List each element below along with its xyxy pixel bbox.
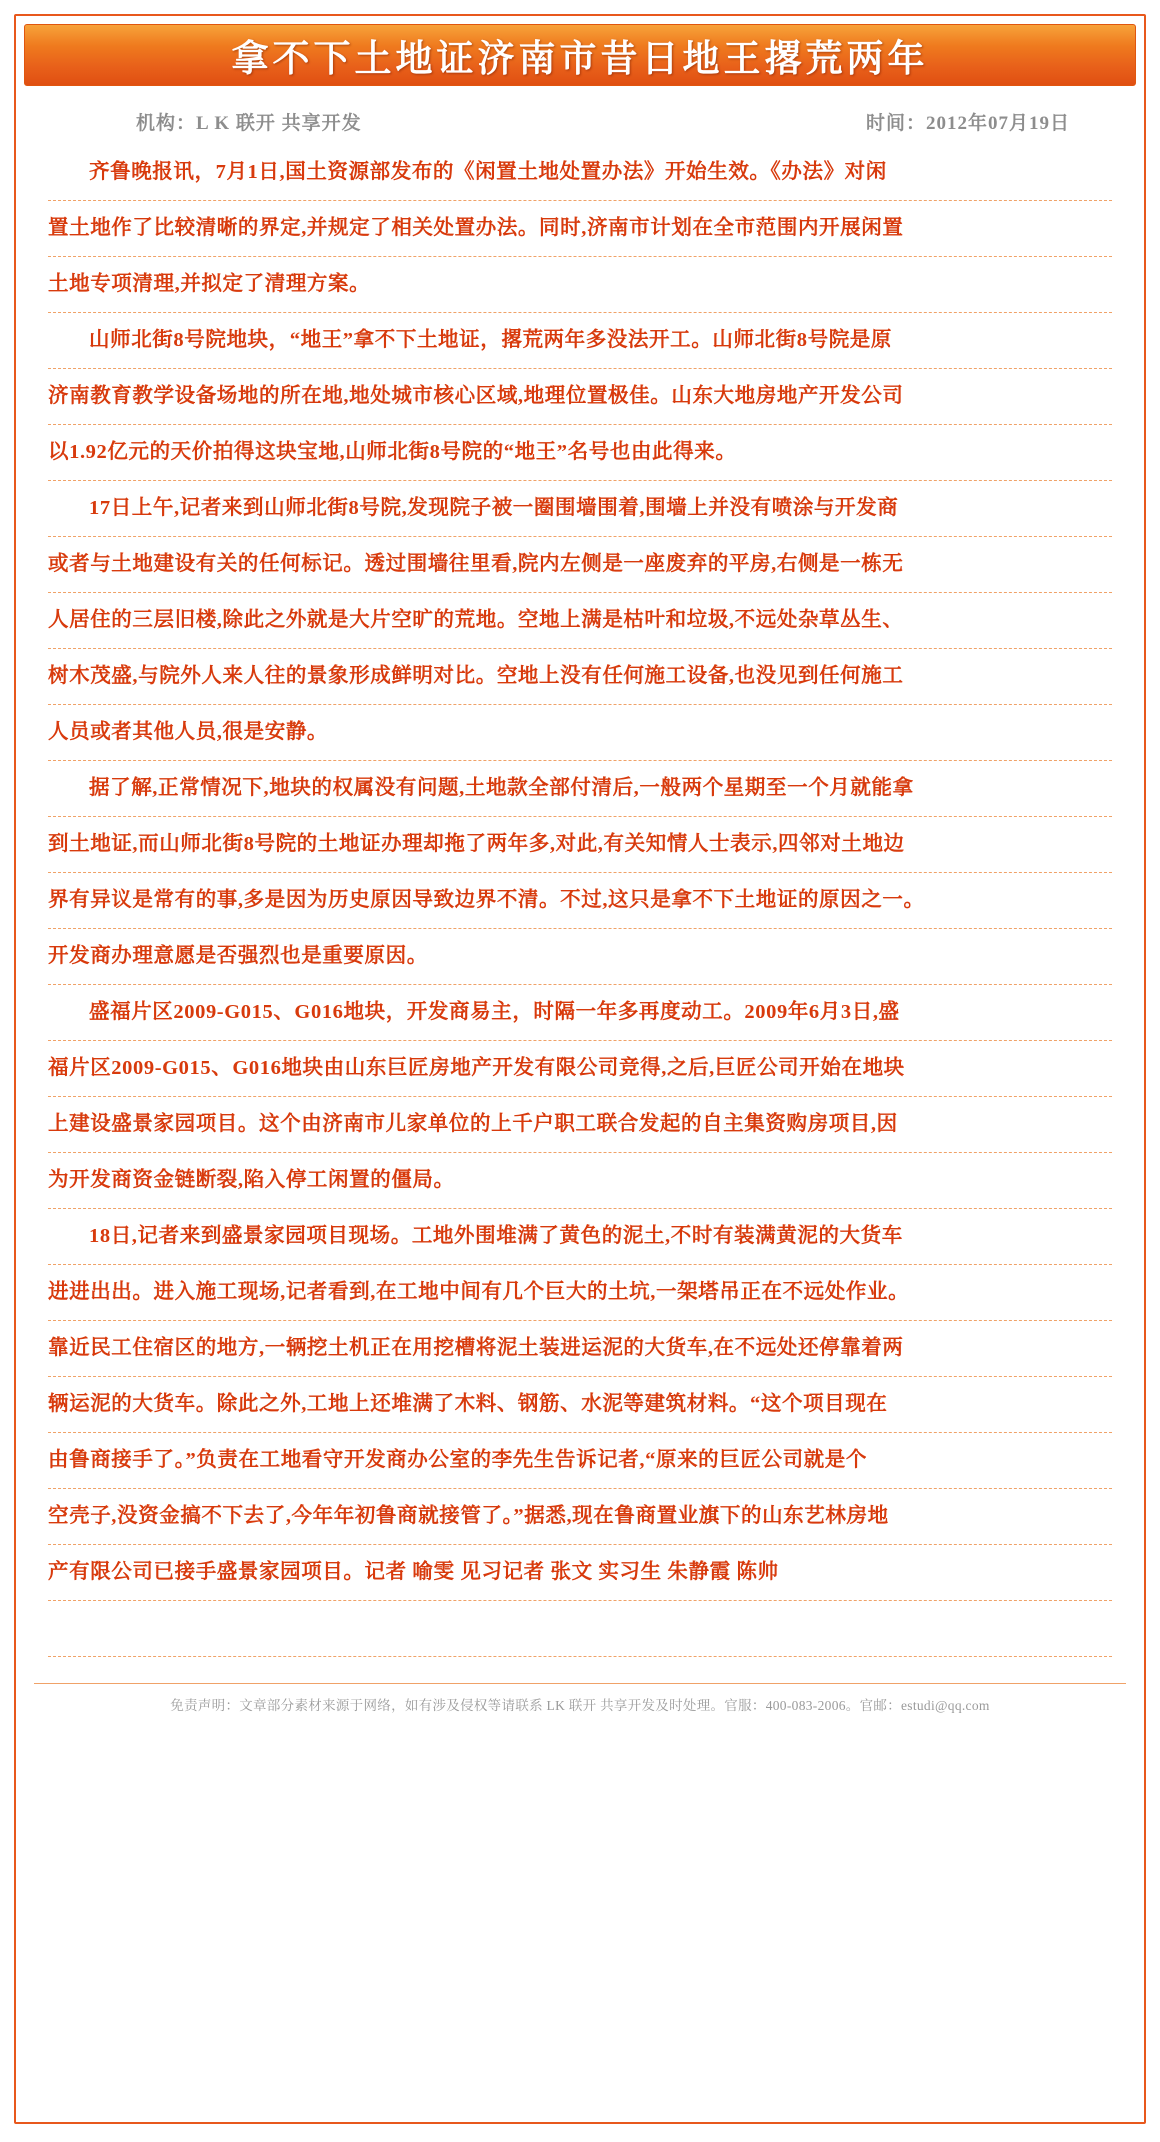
text-line: 置土地作了比较清晰的界定,并规定了相关处置办法。同时,济南市计划在全市范围内开展闲置 <box>48 201 1112 257</box>
text-line: 齐鲁晚报讯，7月1日,国土资源部发布的《闲置土地处置办法》开始生效。《办法》对闲 <box>48 145 1112 201</box>
text-line: 土地专项清理,并拟定了清理方案。 <box>48 257 1112 313</box>
text-line: 以1.92亿元的天价拍得这块宝地,山师北街8号院的“地王”名号也由此得来。 <box>48 425 1112 481</box>
paragraph <box>48 481 1112 761</box>
text-line: 或者与土地建设有关的任何标记。透过围墙往里看,院内左侧是一座废弃的平房,右侧是一栋无 <box>48 537 1112 593</box>
text-line: 空壳子,没资金搞不下去了,今年年初鲁商就接管了。”据悉,现在鲁商置业旗下的山东艺林房地 <box>48 1489 1112 1545</box>
text-line: 人员或者其他人员,很是安静。 <box>48 705 1112 761</box>
paragraph <box>48 313 1112 481</box>
disclaimer-text: 免责声明：文章部分素材来源于网络，如有涉及侵权等请联系 LK 联开 共享开发及时处理。官服：400-083-2006。官邮：estudi@qq.com <box>170 1698 990 1713</box>
paragraph <box>48 1209 1112 1657</box>
title-banner <box>24 24 1136 86</box>
article-body <box>38 145 1122 1657</box>
paragraph <box>48 985 1112 1209</box>
text-line: 靠近民工住宿区的地方,一辆挖土机正在用挖槽将泥土装进运泥的大货车,在不远处还停靠着两 <box>48 1321 1112 1377</box>
paragraph <box>48 761 1112 985</box>
text-line: 开发商办理意愿是否强烈也是重要原因。 <box>48 929 1112 985</box>
text-line: 为开发商资金链断裂,陷入停工闲置的僵局。 <box>48 1153 1112 1209</box>
text-line <box>48 1601 1112 1657</box>
text-line: 据了解,正常情况下,地块的权属没有问题,土地款全部付清后,一般两个星期至一个月就能拿 <box>48 761 1112 817</box>
text-line: 界有异议是常有的事,多是因为历史原因导致边界不清。不过,这只是拿不下土地证的原因之一。 <box>48 873 1112 929</box>
text-line: 产有限公司已接手盛景家园项目。记者 喻雯 见习记者 张文 实习生 朱静霞 陈帅 <box>48 1545 1112 1601</box>
date-value: 2012年07月19日 <box>925 113 1070 134</box>
text-line: 福片区2009-G015、G016地块由山东巨匠房地产开发有限公司竞得,之后,巨匠公司开始在地块 <box>48 1041 1112 1097</box>
organization-meta <box>136 108 362 135</box>
text-line: 18日,记者来到盛景家园项目现场。工地外围堆满了黄色的泥土,不时有装满黄泥的大货车 <box>48 1209 1112 1265</box>
date-label: 时间： <box>865 113 926 134</box>
organization-label: 机构： <box>136 113 197 134</box>
text-line: 辆运泥的大货车。除此之外,工地上还堆满了木料、钢筋、水泥等建筑材料。“这个项目现在 <box>48 1377 1112 1433</box>
text-line: 济南教育教学设备场地的所在地,地处城市核心区域,地理位置极佳。山东大地房地产开发公司 <box>48 369 1112 425</box>
text-line: 山师北街8号院地块，“地王”拿不下土地证，撂荒两年多没法开工。山师北街8号院是原 <box>48 313 1112 369</box>
text-line: 人居住的三层旧楼,除此之外就是大片空旷的荒地。空地上满是枯叶和垃圾,不远处杂草丛生、 <box>48 593 1112 649</box>
date-meta <box>866 108 1070 135</box>
text-line: 盛福片区2009-G015、G016地块，开发商易主，时隔一年多再度动工。2009年6月3日,盛 <box>48 985 1112 1041</box>
text-line: 进进出出。进入施工现场,记者看到,在工地中间有几个巨大的土坑,一架塔吊正在不远处作业。 <box>48 1265 1112 1321</box>
text-line: 上建设盛景家园项目。这个由济南市儿家单位的上千户职工联合发起的自主集资购房项目,因 <box>48 1097 1112 1153</box>
organization-value: L K 联开 共享开发 <box>196 113 362 134</box>
text-line: 17日上午,记者来到山师北街8号院,发现院子被一圈围墙围着,围墙上并没有喷涂与开发商 <box>48 481 1112 537</box>
meta-row <box>136 108 1070 135</box>
text-line: 树木茂盛,与院外人来人往的景象形成鲜明对比。空地上没有任何施工设备,也没见到任何施工 <box>48 649 1112 705</box>
paragraph <box>48 145 1112 313</box>
text-line: 由鲁商接手了。”负责在工地看守开发商办公室的李先生告诉记者,“原来的巨匠公司就是个 <box>48 1433 1112 1489</box>
text-line: 到土地证,而山师北街8号院的土地证办理却拖了两年多,对此,有关知情人士表示,四邻对土地边 <box>48 817 1112 873</box>
page-title: 拿不下土地证济南市昔日地王撂荒两年 <box>231 39 929 80</box>
disclaimer-footer <box>34 1683 1126 1714</box>
document-frame <box>14 14 1146 2124</box>
